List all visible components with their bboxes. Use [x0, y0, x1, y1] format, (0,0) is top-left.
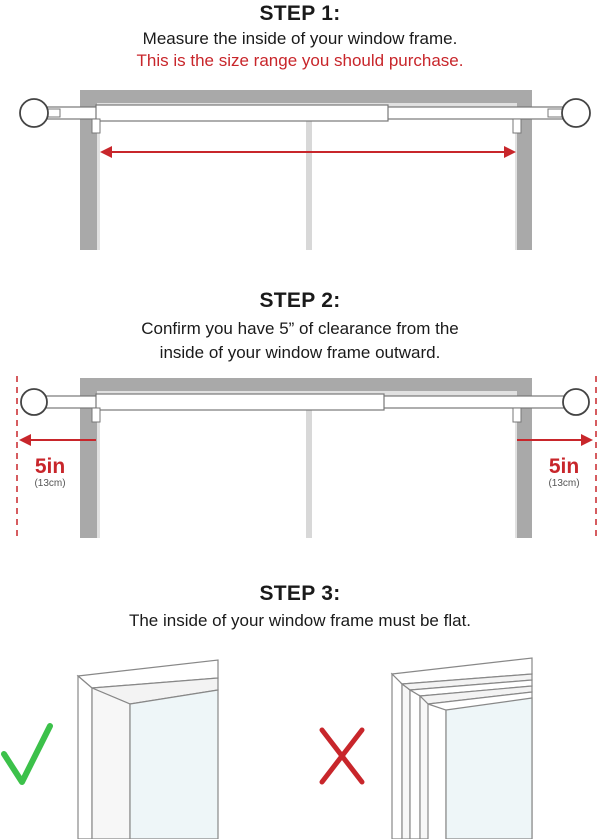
left-clearance-metric: (13cm) [34, 478, 66, 489]
step3-title: STEP 3: [259, 582, 341, 605]
step1-window-diagram [0, 78, 600, 318]
step1-instruction: Measure the inside of your window frame. [142, 29, 458, 48]
left-clearance-value: 5in [34, 455, 66, 478]
step2-window-diagram [0, 368, 600, 538]
step1-title: STEP 1: [259, 2, 341, 25]
step2-instruction-line2: inside of your window frame outward. [159, 343, 441, 362]
flat-frame-illustration [78, 660, 218, 839]
rod-finial-right [562, 99, 590, 127]
right-clearance-value: 5in [548, 455, 580, 478]
step3-frame-comparison [0, 654, 600, 839]
right-clearance-label [536, 456, 592, 490]
check-mark-icon [4, 726, 50, 782]
step3-instruction: The inside of your window frame must be flat. [128, 611, 472, 630]
step2-instruction-line1: Confirm you have 5” of clearance from the [141, 319, 459, 338]
rod-finial-left [21, 389, 47, 415]
step2-title: STEP 2: [259, 289, 341, 312]
step1-size-note: This is the size range you should purchase. [136, 51, 464, 70]
right-clearance-metric: (13cm) [548, 478, 580, 489]
x-mark-icon [322, 730, 362, 782]
left-clearance-label [22, 456, 78, 490]
rod-finial-left [20, 99, 48, 127]
stepped-frame-illustration [392, 658, 532, 839]
rod-finial-right [563, 389, 589, 415]
